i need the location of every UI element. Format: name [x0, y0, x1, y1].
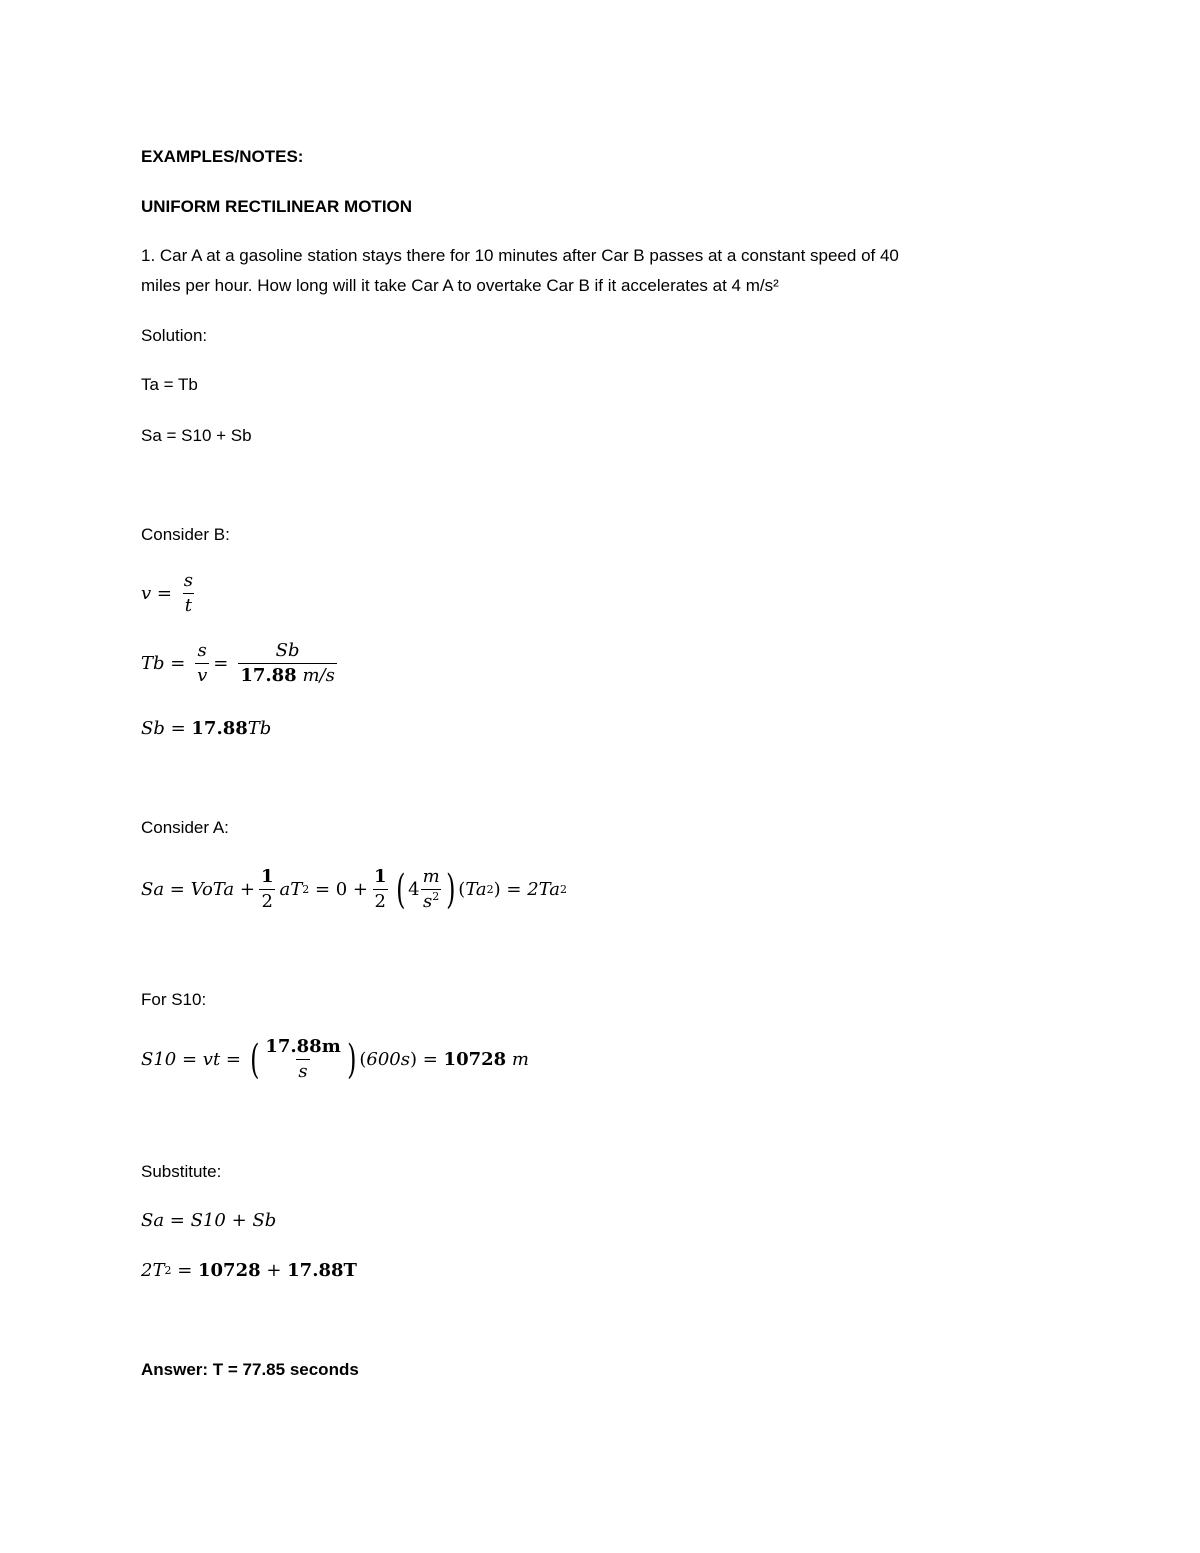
consider-b-label: Consider B:	[141, 525, 230, 544]
given-equation: Ta = Tb	[141, 375, 198, 394]
section-title: UNIFORM RECTILINEAR MOTION	[141, 197, 413, 216]
velocity-equation: v = $\frac{s}{t}$	[141, 570, 193, 616]
fraction: $\frac{1}{2}$	[374, 866, 387, 912]
sb-equation: Sb = 17.88 Tb	[141, 718, 272, 739]
problem-line-2: miles per hour. How long will it take Car A to overtake Car B if it accelerates at 4 m/s²	[141, 276, 779, 295]
substitute-equation-1: Sa = S10 + Sb	[141, 1210, 277, 1231]
s10-equation: S10 = vt = ( $\frac{17.88m}{s}$ ) ( 600s ) = 10728 m	[141, 1036, 529, 1083]
substitute-label: Substitute:	[141, 1162, 222, 1181]
substitute-equation-2: 2T 2 = 10728 + 17.88T	[141, 1260, 357, 1281]
fraction: $\frac{Sb}{17.88 m/s}$	[240, 640, 335, 686]
for-s10-label: For S10:	[141, 990, 207, 1009]
consider-a-label: Consider A:	[141, 818, 229, 837]
tb-equation: Tb = $\frac{s}{v}$ = $\frac{Sb}{17.88 m/s}$	[141, 640, 335, 686]
answer: Answer: T = 77.85 seconds	[141, 1360, 359, 1379]
heading: EXAMPLES/NOTES:	[141, 147, 304, 166]
fraction: $\frac{s}{v}$	[197, 640, 208, 686]
fraction: $\frac{17.88m}{s}$	[265, 1036, 341, 1082]
given-equation: Sa = S10 + Sb	[141, 426, 252, 445]
fraction: $\frac{1}{2}$	[260, 866, 274, 912]
problem-line-1: 1. Car A at a gasoline station stays there for 10 minutes after Car B passes at a constant speed of 40	[141, 246, 899, 265]
fraction: $\frac{s}{t}$	[183, 570, 193, 616]
sa-equation: Sa = VoTa + $\frac{1}{2}$ aT 2 = 0 + $\frac{1}{2}$ ( 4 $\frac{m}{s^2}$ ) ( Ta 2 ) = 2Ta 2	[141, 866, 568, 913]
fraction: $\frac{m}{s^2}$	[422, 866, 440, 912]
solution-label: Solution:	[141, 326, 208, 345]
